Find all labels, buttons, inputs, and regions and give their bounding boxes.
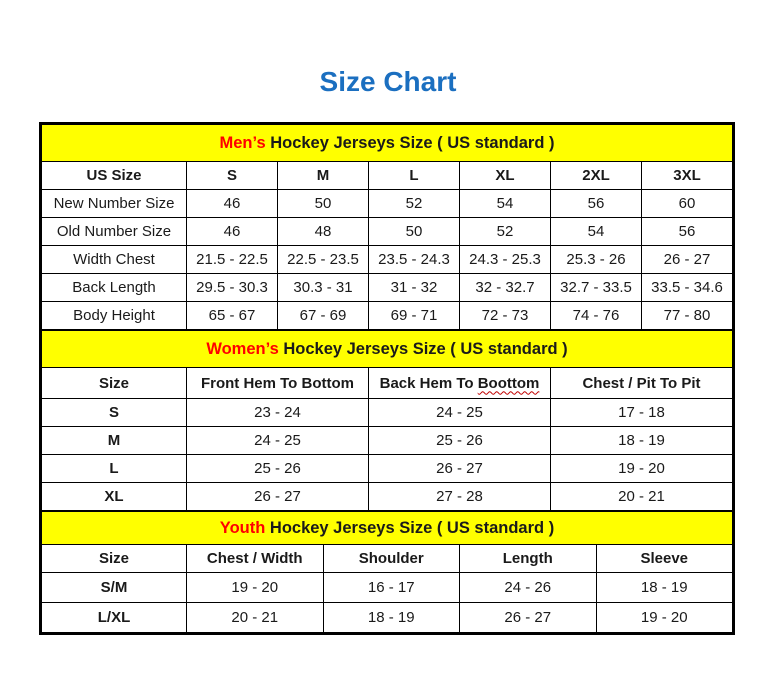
- value-cell: 23 - 24: [187, 399, 369, 427]
- value-cell: 52: [460, 218, 551, 246]
- value-cell: 56: [642, 218, 733, 246]
- row-label-cell: XL: [42, 483, 187, 511]
- mens-row-new-number-size: [42, 190, 733, 218]
- value-cell: 17 - 18: [551, 399, 733, 427]
- row-label-cell: L: [42, 455, 187, 483]
- value-cell: 21.5 - 22.5: [187, 246, 278, 274]
- youth-section-title: [42, 512, 733, 545]
- column-header-cell: US Size: [42, 162, 187, 190]
- page-title: Size Chart: [319, 66, 457, 97]
- column-header-cell: 3XL: [642, 162, 733, 190]
- value-cell: 77 - 80: [642, 302, 733, 330]
- value-cell: 18 - 19: [596, 573, 733, 603]
- column-header-cell: Size: [42, 368, 187, 399]
- row-label-cell: M: [42, 427, 187, 455]
- column-header-cell: XL: [460, 162, 551, 190]
- value-cell: 27 - 28: [369, 483, 551, 511]
- value-cell: 31 - 32: [369, 274, 460, 302]
- column-header-text: Back Hem To: [379, 374, 478, 392]
- size-chart: [39, 122, 735, 635]
- value-cell: 26 - 27: [187, 483, 369, 511]
- value-cell: 24 - 25: [369, 399, 551, 427]
- womens-section-title: [42, 331, 733, 368]
- value-cell: 33.5 - 34.6: [642, 274, 733, 302]
- mens-column-header-row: [42, 162, 733, 190]
- misspelled-word: Boottom: [477, 374, 540, 392]
- value-cell: 18 - 19: [323, 603, 460, 633]
- mens-section-title: [42, 125, 733, 162]
- womens-row-l: [42, 455, 733, 483]
- mens-row-old-number-size: [42, 218, 733, 246]
- column-header-cell: Chest / Pit To Pit: [551, 368, 733, 399]
- womens-section-highlight: Women’s: [206, 339, 279, 358]
- womens-section-header-row: [42, 331, 733, 368]
- value-cell: 29.5 - 30.3: [187, 274, 278, 302]
- womens-section-rest: Hockey Jerseys Size ( US standard ): [278, 339, 568, 358]
- value-cell: 52: [369, 190, 460, 218]
- mens-row-body-height: [42, 302, 733, 330]
- value-cell: 22.5 - 23.5: [278, 246, 369, 274]
- value-cell: 30.3 - 31: [278, 274, 369, 302]
- value-cell: 60: [642, 190, 733, 218]
- value-cell: 19 - 20: [596, 603, 733, 633]
- value-cell: 54: [551, 218, 642, 246]
- column-header-cell: Size: [42, 545, 187, 573]
- mens-section-highlight: Men’s: [219, 133, 266, 152]
- value-cell: 25 - 26: [187, 455, 369, 483]
- row-label-cell: New Number Size: [42, 190, 187, 218]
- column-header-cell: 2XL: [551, 162, 642, 190]
- column-header-cell: L: [369, 162, 460, 190]
- mens-section-rest: Hockey Jerseys Size ( US standard ): [265, 133, 555, 152]
- row-label-cell: S: [42, 399, 187, 427]
- value-cell: 65 - 67: [187, 302, 278, 330]
- value-cell: 20 - 21: [187, 603, 324, 633]
- value-cell: 18 - 19: [551, 427, 733, 455]
- value-cell: 23.5 - 24.3: [369, 246, 460, 274]
- value-cell: 50: [369, 218, 460, 246]
- row-label-cell: Width Chest: [42, 246, 187, 274]
- row-label-cell: Back Length: [42, 274, 187, 302]
- value-cell: 26 - 27: [369, 455, 551, 483]
- value-cell: 24 - 26: [460, 573, 597, 603]
- youth-row-lxl: [42, 603, 733, 633]
- value-cell: 19 - 20: [187, 573, 324, 603]
- column-header-cell: Shoulder: [323, 545, 460, 573]
- youth-section-header-row: [42, 512, 733, 545]
- value-cell: 24 - 25: [187, 427, 369, 455]
- row-label-cell: L/XL: [42, 603, 187, 633]
- value-cell: 20 - 21: [551, 483, 733, 511]
- value-cell: 26 - 27: [642, 246, 733, 274]
- column-header-cell: [369, 368, 551, 399]
- value-cell: 32.7 - 33.5: [551, 274, 642, 302]
- youth-section-highlight: Youth: [219, 518, 266, 537]
- value-cell: 32 - 32.7: [460, 274, 551, 302]
- value-cell: 25 - 26: [369, 427, 551, 455]
- mens-section-header-row: [42, 125, 733, 162]
- value-cell: 50: [278, 190, 369, 218]
- womens-row-m: [42, 427, 733, 455]
- value-cell: 24.3 - 25.3: [460, 246, 551, 274]
- value-cell: 19 - 20: [551, 455, 733, 483]
- row-label-cell: Body Height: [42, 302, 187, 330]
- youth-size-table: [41, 511, 733, 633]
- column-header-cell: Chest / Width: [187, 545, 324, 573]
- youth-row-sm: [42, 573, 733, 603]
- value-cell: 26 - 27: [460, 603, 597, 633]
- mens-size-table: [41, 124, 733, 330]
- value-cell: 54: [460, 190, 551, 218]
- youth-column-header-row: [42, 545, 733, 573]
- value-cell: 25.3 - 26: [551, 246, 642, 274]
- value-cell: 74 - 76: [551, 302, 642, 330]
- value-cell: 46: [187, 218, 278, 246]
- row-label-cell: Old Number Size: [42, 218, 187, 246]
- value-cell: 67 - 69: [278, 302, 369, 330]
- column-header-cell: S: [187, 162, 278, 190]
- womens-row-xl: [42, 483, 733, 511]
- value-cell: 48: [278, 218, 369, 246]
- womens-size-table: [41, 330, 733, 511]
- value-cell: 46: [187, 190, 278, 218]
- row-label-cell: S/M: [42, 573, 187, 603]
- value-cell: 56: [551, 190, 642, 218]
- column-header-cell: Front Hem To Bottom: [187, 368, 369, 399]
- womens-row-s: [42, 399, 733, 427]
- mens-row-width-chest: [42, 246, 733, 274]
- womens-column-header-row: [42, 368, 733, 399]
- value-cell: 69 - 71: [369, 302, 460, 330]
- mens-row-back-length: [42, 274, 733, 302]
- column-header-cell: Sleeve: [596, 545, 733, 573]
- value-cell: 72 - 73: [460, 302, 551, 330]
- value-cell: 16 - 17: [323, 573, 460, 603]
- column-header-cell: M: [278, 162, 369, 190]
- column-header-cell: Length: [460, 545, 597, 573]
- youth-section-rest: Hockey Jerseys Size ( US standard ): [265, 518, 555, 537]
